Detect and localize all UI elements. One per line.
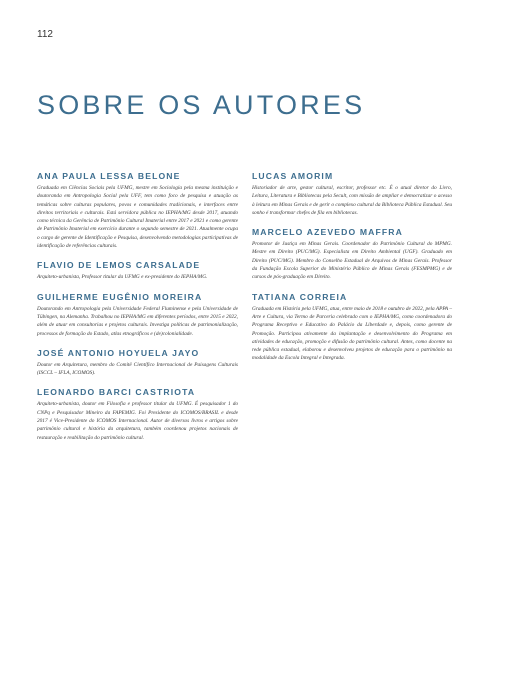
right-column: [252, 171, 452, 373]
author-bio: Doutorando em Antropologia pela Universidade Federal Fluminense e pela Universidade de Tübingen, na Alemanha. Trabalhou no IEPHA/MG em diferentes períodos, entre 2015 e 2022, além de atuar em consultorias e projetos culturais. Investiga políticas de patrimonialização, processos de formação do Estado, atlas etnográficos e (de)colonialidade.: [37, 305, 238, 337]
author-entry: [252, 171, 452, 217]
author-entry: [37, 292, 238, 338]
author-entry: [252, 227, 452, 281]
author-entry: [252, 292, 452, 363]
author-name: FLAVIO DE LEMOS CARSALADE: [37, 260, 201, 271]
author-bio: Arquiteto-urbanista, doutor em Filosofia e professor titular da UFMG. É pesquisador 1 do CNPq e Pesquisador Mineiro da FAPEMIG. Foi Presidente do ICOMOS/BRASIL e desde 2017 é Vice-Presidente do ICOMOS Internacional. Autor de diversos livros e artigos sobre patrimônio cultural e história da arquitetura, também coordenou projetos nacionais de restauração e reabilitação do patrimônio cultural.: [37, 401, 238, 441]
author-entry: [37, 348, 238, 378]
author-name: MARCELO AZEVEDO MAFFRA: [252, 227, 404, 238]
author-bio: Doutor em Arquitetura, membro do Comitê Científico Internacional de Paisagens Culturais (ISCCL – IFLA, ICOMOS).: [37, 361, 238, 377]
author-bio: Graduada em História pela UFMG, atua, entre maio de 2018 e outubro de 2022, pela APPA – Arte e Cultura, via Termo de Parceria celebrado com o IEPHA/MG, como coordenadora do Programa Receptivo e Educativo do Palácio da Liberdade e, depois, como gerente de Promoção. Participou ativamente da implantação e desenvolvimento do Programa em atividades de educação, promoção e difusão do patrimônio cultural. Antes, como docente na rede pública estadual, elaborou e desenvolveu projetos de educação para o patrimônio na modalidade da Escola Integral e Integrada.: [252, 305, 452, 362]
page-title: SOBRE OS AUTORES: [37, 90, 366, 120]
author-bio: Arquiteto-urbanista, Professor titular da UFMG e ex-presidente do IEPHA/MG.: [37, 274, 208, 281]
author-entry: [37, 387, 238, 441]
author-name: ANA PAULA LESSA BELONE: [37, 171, 181, 181]
author-bio: Graduada em Ciências Sociais pela UFMG, mestre em Sociologia pela mesma instituição e doutoranda em Antropologia Social pela UFF, tem como foco de pesquisa e atuação as temáticas sobre culturas populares, povos e comunidades tradicionais, e interfaces entre direitos territoriais e culturais. Está servidora pública no IEPHA/MG desde 2017, atuando como técnica da Gerência de Patrimônio Cultural Imaterial entre 2017 e 2021 e como gerente de Patrimônio Imaterial em exercício durante o segundo semestre de 2021. Atualmente ocupa o cargo de gerente de Identificação e Pesquisa, desenvolvendo metodologias participativas de identificação de referências culturais.: [37, 185, 238, 250]
author-bio: Promotor de Justiça em Minas Gerais. Coordenador do Patrimônio Cultural do MPMG. Mestre em Direito (PUC/MG). Especialista em Direito Ambiental (UGF). Graduado em Direito (PUC/MG). Membro do Conselho Estadual de Arquivos de Minas Gerais. Professor da Fundação Escola Superior do Ministério Público de Minas Gerais (FESMPMG) e de cursos de pós-graduação em Direito.: [252, 241, 452, 281]
author-name: GUILHERME EUGÊNIO MOREIRA: [37, 291, 203, 302]
author-name: LEONARDO BARCI CASTRIOTA: [37, 387, 196, 398]
author-entry: [37, 260, 238, 281]
author-bio: Historiador de arte, gestor cultural, escritor, professor etc. É o atual diretor do Livro, Leitura, Literatura e Bibliotecas pela Secult, com missão de ampliar e democratizar o acesso à leitura em Minas Gerais e de gerir o complexo cultural da Biblioteca Pública Estadual. Seu sonho é transformar chefes de fila em bibliotecas.: [252, 185, 452, 216]
author-entry: [37, 171, 238, 250]
author-name: JOSÉ ANTONIO HOYUELA JAYO: [37, 347, 200, 358]
left-column: [37, 171, 238, 452]
page-number: 112: [37, 29, 53, 40]
author-name: TATIANA CORREIA: [252, 291, 348, 302]
author-name: LUCAS AMORIM: [252, 171, 334, 181]
